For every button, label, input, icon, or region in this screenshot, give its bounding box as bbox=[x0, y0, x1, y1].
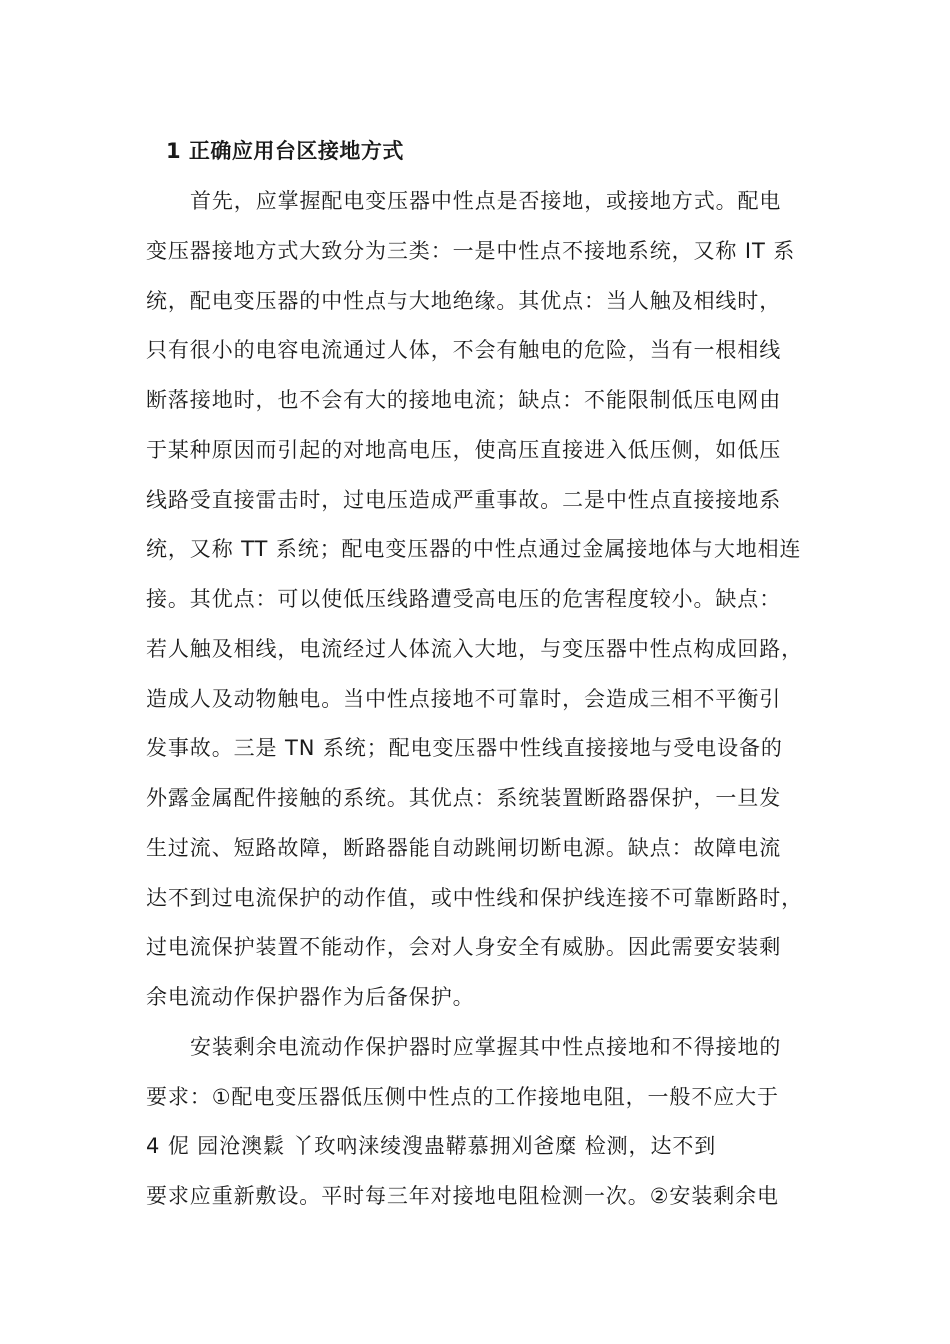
paragraph-1-line-16: 过电流保护装置不能动作，会对人身安全有威胁。因此需要安装剩 bbox=[146, 935, 782, 959]
paragraph-2-line-2: 要求：①配电变压器低压侧中性点的工作接地电阻，一般不应大于 bbox=[146, 1085, 779, 1109]
paragraph-1-line-15: 达不到过电流保护的动作值，或中性线和保护线连接不可靠断路时， bbox=[146, 886, 803, 910]
paragraph-1-line-7: 线路受直接雷击时，过电压造成严重事故。二是中性点直接接地系 bbox=[146, 488, 782, 512]
paragraph-1-line-9: 接。其优点：可以使低压线路遭受高电压的危害程度较小。缺点： bbox=[146, 587, 782, 611]
paragraph-1-line-2: 变压器接地方式大致分为三类：一是中性点不接地系统，又称 IT 系 bbox=[146, 239, 796, 263]
paragraph-1-line-1: 首先，应掌握配电变压器中性点是否接地，或接地方式。配电 bbox=[190, 189, 782, 213]
paragraph-2-line-3: 4 伲 园沧澳鬏 丫玫吶涞绫溲蛊鞯慕拥刈爸糜 检测，达不到 bbox=[146, 1134, 717, 1158]
paragraph-1-line-12: 发事故。三是 TN 系统；配电变压器中性线直接接地与受电设备的 bbox=[146, 736, 783, 760]
paragraph-1-line-17: 余电流动作保护器作为后备保护。 bbox=[146, 985, 475, 1009]
paragraph-1-line-3: 统，配电变压器的中性点与大地绝缘。其优点：当人触及相线时， bbox=[146, 289, 782, 313]
paragraph-1-line-10: 若人触及相线，电流经过人体流入大地，与变压器中性点构成回路， bbox=[146, 637, 803, 661]
section-heading: 1 正确应用台区接地方式 bbox=[166, 139, 404, 163]
paragraph-1-line-14: 生过流、短路故障，断路器能自动跳闸切断电源。缺点：故障电流 bbox=[146, 836, 782, 860]
paragraph-1-line-6: 于某种原因而引起的对地高电压，使高压直接进入低压侧，如低压 bbox=[146, 438, 782, 462]
paragraph-1-line-13: 外露金属配件接触的系统。其优点：系统装置断路器保护，一旦发 bbox=[146, 786, 782, 810]
paragraph-1-line-4: 只有很小的电容电流通过人体，不会有触电的危险，当有一根相线 bbox=[146, 338, 782, 362]
paragraph-1-line-11: 造成人及动物触电。当中性点接地不可靠时，会造成三相不平衡引 bbox=[146, 687, 782, 711]
paragraph-1-line-5: 断落接地时，也不会有大的接地电流；缺点：不能限制低压电网由 bbox=[146, 388, 782, 412]
paragraph-2-line-1: 安装剩余电流动作保护器时应掌握其中性点接地和不得接地的 bbox=[190, 1035, 782, 1059]
paragraph-2-line-4: 要求应重新敷设。平时每三年对接地电阻检测一次。②安装剩余电 bbox=[146, 1184, 779, 1208]
paragraph-1-line-8: 统，又称 TT 系统；配电变压器的中性点通过金属接地体与大地相连 bbox=[146, 537, 802, 561]
